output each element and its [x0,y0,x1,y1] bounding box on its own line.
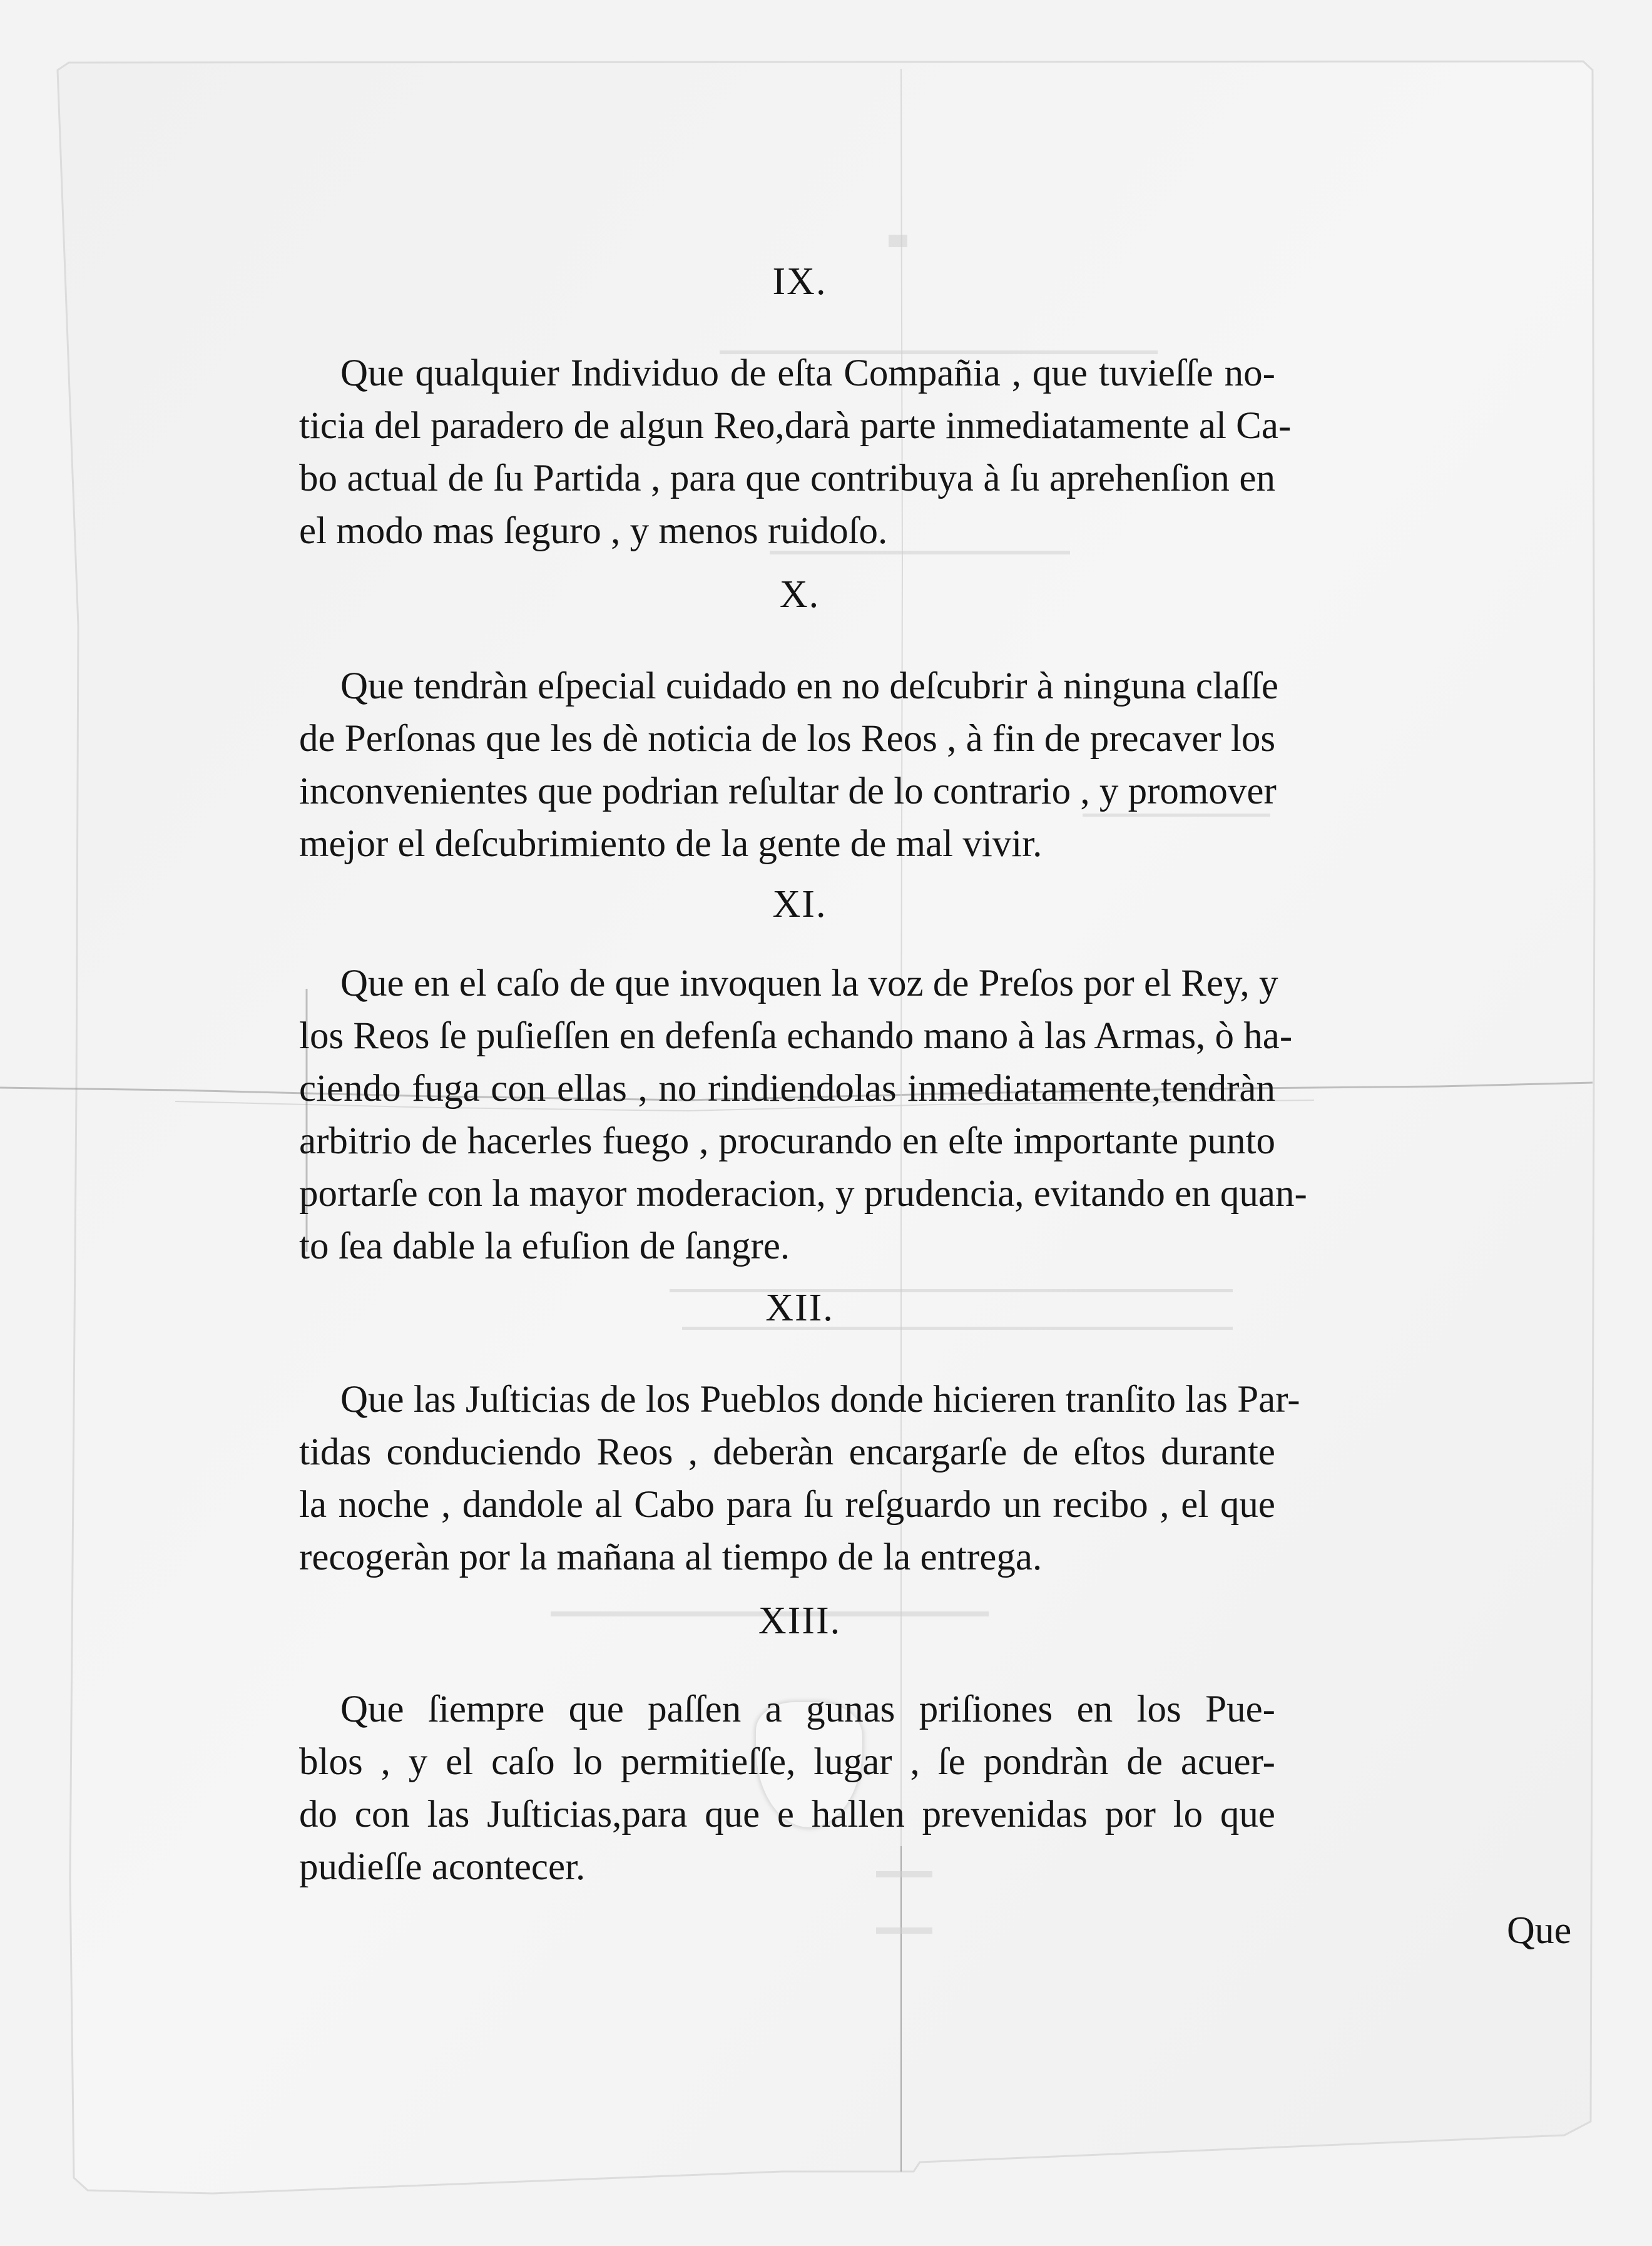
section-xii-paragraph [299,1374,1300,1584]
text-line: ticia del paradero de algun Reo,darà parte inmediatamente al Ca- [299,405,1292,447]
section-heading-ix: IX. [772,260,827,303]
section-heading-xi: XI. [772,883,827,926]
section-ix-paragraph [299,347,1292,558]
section-xiii-paragraph [299,1683,1275,1894]
text-line: inconvenientes que podrian reſultar de lo contrario , y promover [299,770,1277,812]
text-line: de Perſonas que les dè noticia de los Reos , à fin de precaver los [299,718,1276,760]
text-line: Que las Juſticias de los Pueblos donde hicieren tranſito las Par- [340,1379,1300,1421]
section-heading-x: X. [779,573,820,616]
section-x-paragraph [299,660,1278,870]
text-line: recogeràn por la mañana al tiempo de la entrega. [299,1536,1043,1578]
section-heading-xii: XII. [765,1287,834,1329]
text-line: Que ſiempre que paſſen a gunas priſiones en los Pue- [340,1688,1275,1730]
text-line: to ſea dable la efuſion de ſangre. [299,1225,790,1267]
section-xi-paragraph [299,957,1307,1273]
text-line: Que qualquier Individuo de eſta Compañia , que tuvieſſe no- [340,352,1275,394]
text-line: los Reos ſe puſieſſen en defenſa echando mano à las Armas, ò ha- [299,1015,1293,1057]
text-line: pudieſſe acontecer. [299,1846,586,1888]
text-line: el modo mas ſeguro , y menos ruidoſo. [299,510,888,552]
text-line: Que en el caſo de que invoquen la voz de Preſos por el Rey, y [340,962,1278,1004]
text-line: Que tendràn eſpecial cuidado en no deſcubrir à ninguna claſſe [340,665,1278,707]
text-line: do con las Juſticias,para que e hallen prevenidas por lo que [299,1794,1275,1835]
text-line: arbitrio de hacerles fuego , procurando en eſte importante punto [299,1120,1275,1162]
text-line: la noche , dandole al Cabo para ſu reſguardo un recibo , el que [299,1484,1275,1526]
text-line: bo actual de ſu Partida , para que contribuya à ſu aprehenſion en [299,457,1275,499]
text-line: ciendo fuga con ellas , no rindiendolas inmediatamente,tendràn [299,1068,1275,1110]
catchword: Que [1507,1909,1572,1952]
text-line: mejor el deſcubrimiento de la gente de mal vivir. [299,823,1043,865]
text-line: blos , y el caſo lo permitieſſe, lugar , ſe pondràn de acuer- [299,1741,1275,1783]
section-heading-xiii: XIII. [758,1600,842,1642]
text-line: tidas conduciendo Reos , deberàn encargarſe de eſtos durante [299,1431,1275,1473]
text-line: portarſe con la mayor moderacion, y prudencia, evitando en quan- [299,1173,1307,1215]
